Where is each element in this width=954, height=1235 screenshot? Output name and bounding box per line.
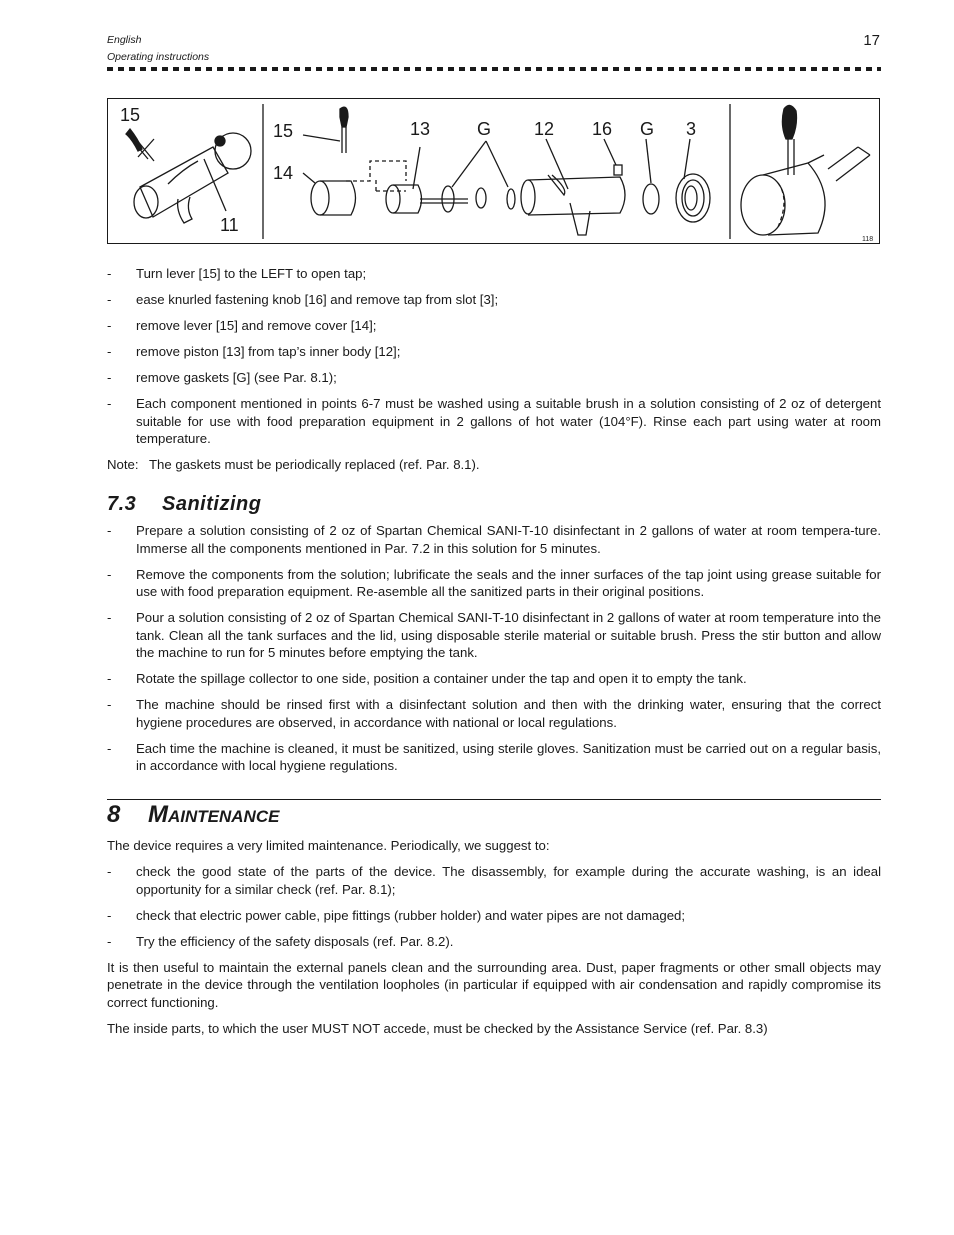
- cleaning-steps-list: [107, 265, 881, 448]
- header-doc-title: Operating instructions: [107, 51, 210, 63]
- list-item: - Rotate the spillage collector to one side, position a container under the tap and open it to empty the tank.: [107, 670, 881, 688]
- maintenance-paragraph-1: It is then useful to maintain the external panels clean and the surrounding area. Dust, paper fragments or other small objects may penetrate in the device through the ventilation loopholes (in particular if equipped with air condensation and rapidly compromise its correct functioning.: [107, 959, 881, 1010]
- list-item: - Turn lever [15] to the LEFT to open tap;: [107, 265, 881, 283]
- section-7-3-heading: [107, 492, 881, 515]
- running-header: [107, 32, 209, 66]
- note-label: Note:: [107, 457, 139, 472]
- list-item: - Prepare a solution consisting of 2 oz of Spartan Chemical SANI-T-10 disinfectant in 2 gallons of water at room tempera-ture. Immerse all the components mentioned in Par. 7.2 in this solution for 5 minutes.: [107, 522, 881, 557]
- list-item: - Each component mentioned in points 6-7 must be washed using a suitable brush in a solution consisting of 2 oz of detergent suitable for use with food preparation equipment in 2 gallons of hot water (104°F). Rinse each part using water at room temperature.: [107, 395, 881, 448]
- sanitizing-list: [107, 522, 881, 775]
- page-body: [107, 265, 881, 1046]
- list-item: - check that electric power cable, pipe fittings (rubber holder) and water pipes are not damaged;: [107, 907, 881, 925]
- maintenance-intro: The device requires a very limited maintenance. Periodically, we suggest to:: [107, 838, 550, 853]
- list-item: - remove piston [13] from tap’s inner body [12];: [107, 343, 881, 361]
- list-item: - ease knurled fastening knob [16] and remove tap from slot [3];: [107, 291, 881, 309]
- list-item: - The machine should be rinsed first with a disinfectant solution and then with the drinking water, ensuring that the correct hygiene procedures are observed, in accordance with national or local regulations.: [107, 696, 881, 731]
- callout-3: 3: [686, 119, 697, 139]
- callout-16: 16: [592, 119, 613, 139]
- note-text: The gaskets must be periodically replaced (ref. Par. 8.1).: [149, 457, 480, 472]
- callout-15-left: 15: [120, 105, 141, 125]
- list-item: - Try the efficiency of the safety disposals (ref. Par. 8.2).: [107, 933, 881, 951]
- section-title: Sanitizing: [162, 492, 262, 515]
- tap-exploded-drawing: [108, 99, 881, 245]
- header-language: English: [107, 34, 142, 46]
- list-item: - remove gaskets [G] (see Par. 8.1);: [107, 369, 881, 387]
- list-item: - Each time the machine is cleaned, it must be sanitized, using sterile gloves. Sanitization must be carried out on a regular basis, in accordance with local hygiene regulations.: [107, 740, 881, 775]
- chapter-title-initial: M: [148, 800, 168, 828]
- callout-12: 12: [534, 119, 555, 139]
- chapter-number: 8: [107, 800, 121, 828]
- chapter-rule: [107, 799, 881, 800]
- tap-disassembly-figure: [107, 98, 880, 244]
- maintenance-paragraph-2: The inside parts, to which the user MUST NOT accede, must be checked by the Assistance Service (ref. Par. 8.3): [107, 1020, 768, 1036]
- list-item: - Remove the components from the solution; lubrificate the seals and the inner surfaces of the tap joint using grease suitable for use with food preparation equipment. Re-asemble all the sanitized parts in their original positions.: [107, 566, 881, 601]
- list-item: - remove lever [15] and remove cover [14];: [107, 317, 881, 335]
- list-item: - Pour a solution consisting of 2 oz of Spartan Chemical SANI-T-10 disinfectant in 2 gallons of water at room temperature into the tank. Clean all the tank surfaces and the lid, using disposable sterile material or suitable brush. Press the stir button and allow the machine to run for 5 minutes before emptying the tank.: [107, 609, 881, 662]
- header-dotted-rule: [107, 67, 881, 71]
- callout-15: 15: [273, 121, 294, 141]
- callout-g-2: G: [640, 119, 655, 139]
- list-item: - check the good state of the parts of the device. The disassembly, for example during the accurate washing, is an ideal opportunity for a similar check (ref. Par. 8.1);: [107, 863, 881, 898]
- callout-g: G: [477, 119, 492, 139]
- maintenance-list: [107, 863, 881, 950]
- chapter-title-rest: AINTENANCE: [168, 806, 280, 826]
- chapter-8-heading: [107, 800, 881, 828]
- figure-code: 118: [862, 236, 874, 243]
- callout-14: 14: [273, 163, 294, 183]
- callout-13: 13: [410, 119, 431, 139]
- section-number: 7.3: [107, 492, 137, 515]
- callout-11: 11: [220, 215, 239, 235]
- page-number: 17: [863, 32, 880, 49]
- note: [107, 456, 881, 474]
